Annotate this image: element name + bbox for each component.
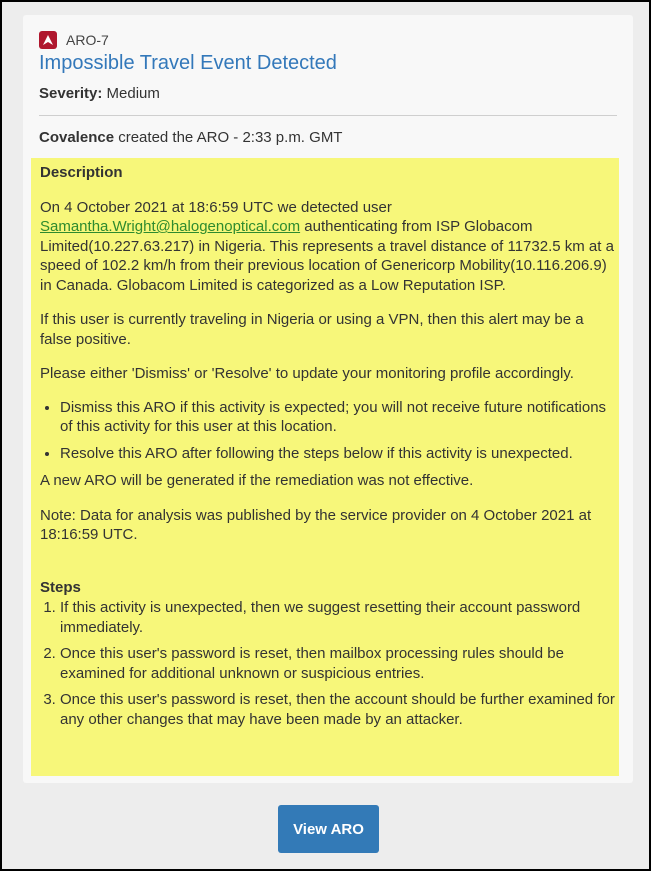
severity-value: Medium <box>106 85 160 102</box>
steps-heading: Steps <box>40 578 81 596</box>
creator-name: Covalence <box>39 129 115 146</box>
description-content <box>40 163 618 736</box>
description-paragraph-3: Please either 'Dismiss' or 'Resolve' to update your monitoring profile accordingly. <box>40 365 574 382</box>
action-list <box>40 398 618 464</box>
step-item: 1. If this activity is unexpected, then we suggest resetting their account password immediately. <box>60 598 618 637</box>
severity-label: Severity: <box>39 85 103 102</box>
description-heading: Description <box>40 164 123 181</box>
step-item: 2. Once this user's password is reset, then mailbox processing rules should be examined for additional unknown or suspicious entries. <box>60 644 618 683</box>
aro-title[interactable]: Impossible Travel Event Detected <box>39 52 337 74</box>
steps-list <box>40 598 618 729</box>
step-item: 3. Once this user's password is reset, then the account should be further examined for any other changes that may have been made by an attacker. <box>60 690 618 729</box>
covalence-logo-icon <box>39 31 57 49</box>
view-aro-button[interactable]: View ARO <box>278 805 379 853</box>
description-note: Note: Data for analysis was published by the service provider on 4 October 2021 at 18:16:59 UTC. <box>40 506 592 543</box>
description-paragraph-1 <box>40 198 618 296</box>
divider <box>39 115 617 116</box>
aro-card <box>23 15 633 783</box>
aro-id: ARO-7 <box>66 32 109 48</box>
para1-pre: On 4 October 2021 at 18:6:59 UTC we detected user <box>40 198 392 216</box>
list-item: • Dismiss this ARO if this activity is expected; you will not receive future notifications of this activity for this user at this location. <box>60 398 618 437</box>
user-email-link[interactable]: Samantha.Wright@halogenoptical.com <box>40 218 301 235</box>
description-paragraph-2: If this user is currently traveling in Nigeria or using a VPN, then this alert may be a false positive. <box>40 311 584 348</box>
para1-post: authenticating from ISP Globacom Limited(10.227.63.217) in Nigeria. This represents a travel distance of 11732.5 km at a speed of 102.2 km/h from their previous location of Genericorp Mobility(10.116.206.9) in Canada. Globacom Limited is categorized as a Low Reputation ISP. <box>40 218 614 294</box>
description-paragraph-4: A new ARO will be generated if the remediation was not effective. <box>40 472 474 489</box>
severity <box>39 85 160 102</box>
created-line <box>39 129 342 146</box>
aro-id-row <box>39 31 109 49</box>
created-text: created the ARO - 2:33 p.m. GMT <box>118 129 343 146</box>
list-item: • Resolve this ARO after following the steps below if this activity is unexpected. <box>60 444 618 464</box>
